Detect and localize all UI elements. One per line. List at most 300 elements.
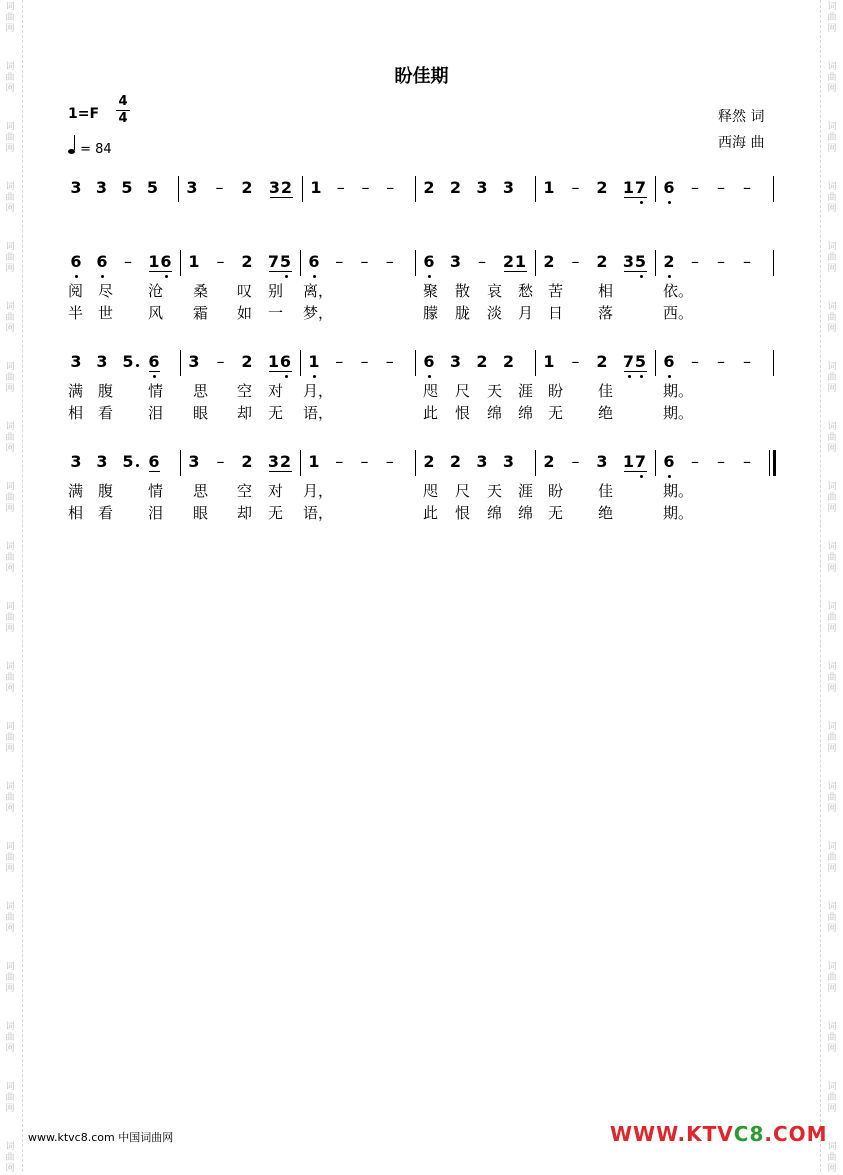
lyric-char: 涯	[518, 482, 534, 500]
bar-line	[655, 350, 656, 376]
note-dash: –	[717, 178, 725, 197]
note: 3	[268, 178, 281, 197]
underline-eighth	[269, 471, 292, 472]
bar-line	[180, 450, 181, 476]
underline-eighth	[270, 197, 293, 198]
bar-line	[535, 176, 536, 202]
note-dash: –	[385, 252, 394, 271]
note: 1	[514, 252, 527, 271]
note-dash: –	[717, 352, 725, 371]
lyric-char: 绵	[487, 504, 503, 522]
watermark-text: 词 曲 网	[827, 1022, 837, 1054]
low-octave-dot	[668, 475, 671, 478]
note: 1	[188, 252, 200, 271]
low-octave-dot	[668, 201, 671, 204]
underline-eighth	[624, 197, 647, 198]
lyric-char: 梦，	[303, 304, 334, 322]
low-octave-dot	[101, 275, 104, 278]
lyric-char: 愁	[518, 282, 534, 300]
lyric-char: 尺	[455, 382, 471, 400]
bar-line	[655, 250, 656, 276]
low-octave-dot	[668, 275, 671, 278]
note: 2	[476, 352, 488, 371]
low-octave-dot	[428, 275, 431, 278]
lyric-char: 无	[268, 504, 284, 522]
logo-text-tail: .COM	[764, 1122, 828, 1146]
underline-eighth	[149, 371, 160, 372]
lyric-char: 如	[237, 304, 253, 322]
lyric-char: 日	[548, 304, 564, 322]
watermark-text: 词 曲 网	[5, 302, 15, 334]
lyric-char: 月，	[303, 482, 334, 500]
watermark-text: 词 曲 网	[5, 422, 15, 454]
footer-site	[28, 1129, 173, 1145]
watermark-text: 词 曲 网	[827, 422, 837, 454]
note: 6	[148, 352, 160, 371]
bar-line	[415, 450, 416, 476]
note: 3	[96, 352, 108, 371]
note: 3	[476, 178, 488, 197]
note-dash: –	[743, 352, 751, 371]
lyric-char: 此	[423, 404, 439, 422]
watermark-text: 词 曲 网	[5, 722, 15, 754]
watermark-text: 词 曲 网	[827, 542, 837, 574]
note-dash: –	[717, 452, 725, 471]
lyric-char: 西。	[663, 304, 694, 322]
note: 5	[634, 352, 647, 371]
note-dash: –	[571, 452, 580, 471]
note: 2	[449, 452, 462, 471]
watermark-text: 词 曲 网	[827, 122, 837, 154]
note-dash: –	[691, 178, 699, 197]
note: 1	[308, 352, 320, 371]
note: 6	[663, 178, 675, 197]
note-dash: –	[571, 178, 580, 197]
note-dash: –	[478, 252, 486, 271]
note: 1	[310, 178, 322, 197]
note: 6	[70, 252, 82, 271]
note: 1	[622, 178, 635, 197]
note: 2	[241, 178, 253, 197]
watermark-text: 词 曲 网	[5, 842, 15, 874]
final-bar-line	[773, 450, 776, 476]
watermark-text: 词 曲 网	[5, 542, 15, 574]
note: 3	[449, 352, 462, 371]
note: 6	[663, 452, 675, 471]
note: 3	[596, 452, 608, 471]
bar-line	[415, 176, 416, 202]
lyric-char: 哀	[487, 282, 503, 300]
note: 2	[241, 352, 253, 371]
note: 5	[122, 452, 134, 471]
lyric-char: 世	[98, 304, 114, 322]
logo-text-c8: C8	[733, 1122, 765, 1146]
note: 2	[543, 252, 555, 271]
underline-eighth	[269, 371, 292, 372]
lyric-char: 霜	[193, 304, 209, 322]
lyric-char: 尽	[98, 282, 114, 300]
note: 5	[279, 252, 292, 271]
note-dash: –	[743, 452, 751, 471]
lyric-char: 落	[598, 304, 614, 322]
lyric-char: 咫	[423, 482, 439, 500]
note: 3	[70, 352, 82, 371]
tempo-value: = 84	[80, 142, 112, 157]
composer-credit: 西海 曲	[718, 135, 765, 151]
lyric-char: 别	[268, 282, 284, 300]
lyric-char: 相	[598, 282, 614, 300]
bar-line	[415, 350, 416, 376]
footer-url: www.ktvc8.com	[28, 1131, 115, 1144]
time-signature-bottom: 4	[118, 111, 128, 126]
lyric-char: 绵	[518, 504, 534, 522]
bar-line	[300, 350, 301, 376]
watermark-text: 词 曲 网	[827, 962, 837, 994]
footer-site-name: 中国词曲网	[118, 1131, 174, 1144]
note: 6	[423, 352, 435, 371]
underline-eighth	[269, 271, 292, 272]
lyric-char: 风	[148, 304, 164, 322]
lyric-char: 泪	[148, 504, 164, 522]
watermark-text: 词 曲 网	[5, 242, 15, 274]
watermark-text: 词 曲 网	[827, 302, 837, 334]
lyric-char: 眼	[193, 504, 209, 522]
note: 1	[267, 352, 280, 371]
watermark-text: 词 曲 网	[827, 662, 837, 694]
watermark-text: 词 曲 网	[827, 362, 837, 394]
note: 6	[423, 252, 435, 271]
lyric-char: 期。	[663, 382, 694, 400]
note: 6	[160, 252, 172, 271]
lyric-char: 涯	[518, 382, 534, 400]
note: 3	[502, 452, 515, 471]
lyric-char: 月	[518, 304, 534, 322]
bar-line	[655, 450, 656, 476]
lyric-char: 桑	[193, 282, 209, 300]
watermark-text: 词 曲 网	[827, 902, 837, 934]
note-dash: –	[571, 252, 580, 271]
low-octave-dot	[668, 375, 671, 378]
note-dash: –	[385, 452, 394, 471]
watermark-text: 词 曲 网	[827, 62, 837, 94]
note: 2	[279, 452, 292, 471]
lyric-char: 泪	[148, 404, 164, 422]
bar-line	[535, 350, 536, 376]
lyric-char: 佳	[598, 482, 614, 500]
note: 7	[622, 352, 635, 371]
note: 1	[543, 178, 555, 197]
lyric-char: 离，	[303, 282, 334, 300]
note: 3	[188, 352, 200, 371]
lyric-char: 空	[237, 382, 253, 400]
lyric-char: 沧	[148, 282, 164, 300]
note-dash: –	[335, 352, 344, 371]
note-dash: –	[691, 352, 699, 371]
note: 2	[449, 178, 462, 197]
note: 2	[423, 452, 435, 471]
note-dash: –	[215, 178, 224, 197]
note-dash: –	[691, 452, 699, 471]
underline-eighth	[624, 271, 647, 272]
watermark-text: 词 曲 网	[5, 122, 15, 154]
bar-line	[773, 350, 774, 376]
bar-line	[180, 350, 181, 376]
lyric-char: 苦	[548, 282, 564, 300]
watermark-text: 词 曲 网	[5, 182, 15, 214]
note: 6	[96, 252, 108, 271]
lyric-char: 对	[268, 482, 284, 500]
lyric-char: 半	[68, 304, 84, 322]
lyric-char: 此	[423, 504, 439, 522]
lyric-char: 无	[548, 404, 564, 422]
note: 3	[95, 178, 108, 197]
lyric-char: 情	[148, 482, 164, 500]
lyric-char: 看	[98, 504, 114, 522]
low-octave-dot	[640, 201, 643, 204]
note-dash: –	[335, 452, 344, 471]
low-octave-dot	[428, 375, 431, 378]
lyric-char: 一	[268, 304, 284, 322]
watermark-text: 词 曲 网	[5, 602, 15, 634]
low-octave-dot	[628, 375, 631, 378]
lyric-char: 腹	[98, 482, 114, 500]
lyric-char: 思	[193, 482, 209, 500]
note: 1	[622, 452, 635, 471]
watermark-text: 词 曲 网	[5, 662, 15, 694]
lyric-char: 思	[193, 382, 209, 400]
lyric-char: 佳	[598, 382, 614, 400]
note: 2	[241, 252, 253, 271]
time-signature-top: 4	[118, 94, 128, 109]
note: 3	[186, 178, 198, 197]
note: 3	[622, 252, 635, 271]
watermark-text: 词 曲 网	[827, 1142, 837, 1174]
note-dash: –	[743, 178, 751, 197]
low-octave-dot	[313, 275, 316, 278]
lyric-char: 天	[487, 482, 503, 500]
lyric-char: 叹	[237, 282, 253, 300]
lyric-char: 咫	[423, 382, 439, 400]
note: 3	[267, 452, 280, 471]
note: 5	[121, 178, 133, 197]
low-octave-dot	[75, 275, 78, 278]
bar-line	[655, 176, 656, 202]
augmentation-dot	[136, 364, 139, 367]
lyric-char: 相	[68, 504, 84, 522]
watermark-text: 词 曲 网	[5, 902, 15, 934]
note: 5	[146, 178, 159, 197]
lyric-char: 盼	[548, 482, 564, 500]
note: 3	[70, 452, 82, 471]
lyric-char: 无	[268, 404, 284, 422]
bar-line	[300, 250, 301, 276]
note: 2	[596, 178, 608, 197]
lyric-char: 绝	[598, 404, 614, 422]
watermark-text: 词 曲 网	[5, 482, 15, 514]
site-logo	[610, 1122, 828, 1146]
lyric-char: 盼	[548, 382, 564, 400]
lyric-char: 绵	[487, 404, 503, 422]
watermark-text: 词 曲 网	[827, 182, 837, 214]
lyric-char: 恨	[455, 504, 471, 522]
lyric-char: 语，	[303, 504, 334, 522]
watermark-text: 词 曲 网	[5, 1082, 15, 1114]
low-octave-dot	[640, 275, 643, 278]
note: 2	[423, 178, 435, 197]
watermark-text: 词 曲 网	[827, 842, 837, 874]
note-dash: –	[360, 452, 369, 471]
bar-line	[773, 176, 774, 202]
watermark-text: 词 曲 网	[5, 2, 15, 34]
lyric-char: 情	[148, 382, 164, 400]
note-dash: –	[386, 178, 395, 197]
lyric-char: 朦	[423, 304, 439, 322]
note-dash: –	[360, 352, 369, 371]
lyric-char: 满	[68, 482, 84, 500]
note-dash: –	[335, 252, 344, 271]
underline-eighth	[624, 371, 647, 372]
lyric-char: 阅	[68, 282, 84, 300]
note: 7	[634, 452, 647, 471]
watermark-text: 词 曲 网	[827, 482, 837, 514]
note-dash: –	[717, 252, 725, 271]
note: 7	[634, 178, 647, 197]
bar-line	[769, 450, 770, 476]
lyric-char: 依。	[663, 282, 694, 300]
underline-eighth	[504, 271, 527, 272]
lyric-char: 相	[68, 404, 84, 422]
note-dash: –	[385, 352, 394, 371]
note-dash: –	[216, 452, 225, 471]
note-dash: –	[361, 178, 370, 197]
lyric-char: 期。	[663, 404, 694, 422]
note-dash: –	[124, 252, 132, 271]
note: 3	[502, 178, 515, 197]
watermark-text: 词 曲 网	[827, 242, 837, 274]
note-dash: –	[216, 352, 225, 371]
lyric-char: 满	[68, 382, 84, 400]
underline-eighth	[149, 271, 172, 272]
bar-line	[302, 176, 303, 202]
note: 2	[543, 452, 555, 471]
note: 5	[634, 252, 647, 271]
lyric-char: 散	[455, 282, 471, 300]
bar-line	[180, 250, 181, 276]
note: 1	[308, 452, 320, 471]
note-dash: –	[360, 252, 369, 271]
note: 2	[596, 352, 608, 371]
lyric-char: 绵	[518, 404, 534, 422]
low-octave-dot	[285, 375, 288, 378]
note: 3	[476, 452, 488, 471]
note: 2	[502, 252, 515, 271]
lyric-char: 胧	[455, 304, 471, 322]
note: 3	[188, 452, 200, 471]
augmentation-dot	[136, 464, 139, 467]
lyric-char: 语，	[303, 404, 334, 422]
lyric-char: 淡	[487, 304, 503, 322]
note-dash: –	[691, 252, 699, 271]
watermark-text: 词 曲 网	[5, 1022, 15, 1054]
watermark-text: 词 曲 网	[5, 362, 15, 394]
underline-eighth	[624, 471, 647, 472]
song-title: 盼佳期	[394, 66, 449, 87]
bar-line	[535, 450, 536, 476]
note: 2	[663, 252, 675, 271]
low-octave-dot	[165, 275, 168, 278]
watermark-text: 词 曲 网	[5, 1142, 15, 1174]
note: 2	[502, 352, 515, 371]
watermark-text: 词 曲 网	[827, 1082, 837, 1114]
note: 3	[96, 452, 108, 471]
lyric-char: 聚	[423, 282, 439, 300]
lyric-char: 无	[548, 504, 564, 522]
bar-line	[300, 450, 301, 476]
watermark-text: 词 曲 网	[5, 782, 15, 814]
lyricist-credit: 释然 词	[718, 109, 765, 125]
lyric-char: 期。	[663, 504, 694, 522]
lyric-char: 绝	[598, 504, 614, 522]
note: 5	[122, 352, 134, 371]
note: 3	[70, 178, 82, 197]
low-octave-dot	[285, 275, 288, 278]
key-signature: 1=F	[68, 106, 100, 122]
bar-line	[773, 250, 774, 276]
bar-line	[415, 250, 416, 276]
note: 6	[663, 352, 675, 371]
lyric-char: 腹	[98, 382, 114, 400]
lyric-char: 对	[268, 382, 284, 400]
note-dash: –	[743, 252, 751, 271]
low-octave-dot	[640, 375, 643, 378]
watermark-text: 词 曲 网	[5, 62, 15, 94]
lyric-char: 看	[98, 404, 114, 422]
note-dash: –	[216, 252, 225, 271]
note: 2	[280, 178, 293, 197]
lyric-char: 尺	[455, 482, 471, 500]
note: 6	[148, 452, 160, 471]
watermark-text: 词 曲 网	[827, 722, 837, 754]
note: 3	[449, 252, 462, 271]
watermark-text: 词 曲 网	[827, 2, 837, 34]
note: 2	[241, 452, 253, 471]
bar-line	[535, 250, 536, 276]
watermark-text: 词 曲 网	[827, 602, 837, 634]
watermark-text: 词 曲 网	[827, 782, 837, 814]
note: 6	[308, 252, 320, 271]
lyric-char: 空	[237, 482, 253, 500]
lyric-char: 天	[487, 382, 503, 400]
lyric-char: 眼	[193, 404, 209, 422]
low-octave-dot	[640, 475, 643, 478]
logo-text-main: WWW.KTV	[610, 1122, 734, 1146]
lyric-char: 却	[237, 404, 253, 422]
note: 6	[279, 352, 292, 371]
note: 7	[267, 252, 280, 271]
lyric-char: 月，	[303, 382, 334, 400]
watermark-text: 词 曲 网	[5, 962, 15, 994]
note: 1	[148, 252, 160, 271]
lyric-char: 恨	[455, 404, 471, 422]
underline-eighth	[149, 471, 160, 472]
bar-line	[178, 176, 179, 202]
lyric-char: 期。	[663, 482, 694, 500]
note-dash: –	[571, 352, 580, 371]
low-octave-dot	[153, 375, 156, 378]
lyric-char: 却	[237, 504, 253, 522]
note: 1	[543, 352, 555, 371]
note-dash: –	[336, 178, 345, 197]
